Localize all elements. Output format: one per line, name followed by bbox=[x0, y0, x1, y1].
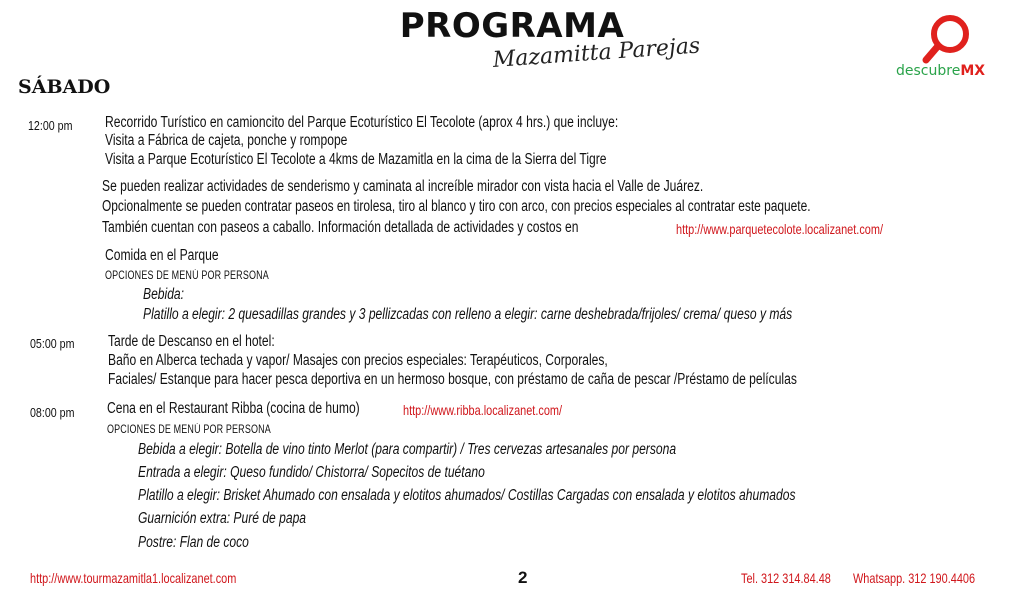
activity-line: Opcionalmente se pueden contratar paseos en tirolesa, tiro al blanco y tiro con arco, con precios especiales al contratar este paquete. bbox=[102, 198, 811, 215]
activity-line: Comida en el Parque bbox=[105, 247, 219, 264]
page-number: 2 bbox=[518, 568, 528, 587]
activity-line: Cena en el Restaurant Ribba (cocina de humo) bbox=[107, 400, 360, 417]
time-label: 05:00 pm bbox=[30, 336, 75, 351]
logo-text-descubre: descubre bbox=[896, 63, 961, 79]
ribba-link[interactable]: http://www.ribba.localizanet.com/ bbox=[403, 402, 563, 418]
menu-options-label: OPCIONES DE MENÚ POR PERSONA bbox=[107, 424, 271, 436]
activity-line: Se pueden realizar actividades de senderismo y caminata al increíble mirador con vista hacia el Valle de Juárez. bbox=[102, 178, 704, 195]
activity-line: Faciales/ Estanque para hacer pesca deportiva en un hermoso bosque, con préstamo de caña de pescar /Préstamo de películas bbox=[108, 371, 797, 388]
menu-item: Bebida a elegir: Botella de vino tinto Merlot (para compartir) / Tres cervezas artesanales por persona bbox=[138, 441, 677, 458]
menu-item: Postre: Flan de coco bbox=[138, 534, 249, 551]
parque-tecolote-link[interactable]: http://www.parquetecolote.localizanet.com/ bbox=[676, 221, 883, 237]
footer-whatsapp: Whatsapp. 312 190.4406 bbox=[853, 570, 976, 586]
activity-line: Baño en Alberca techada y vapor/ Masajes con precios especiales: Terapéuticos, Corporales, bbox=[108, 352, 608, 369]
page-subtitle: Mazamitta Parejas bbox=[492, 33, 701, 73]
time-label: 08:00 pm bbox=[30, 405, 75, 420]
time-label: 12:00 pm bbox=[28, 118, 73, 133]
logo-text-mx: MX bbox=[960, 63, 986, 79]
menu-item: Guarnición extra: Puré de papa bbox=[138, 510, 307, 527]
menu-options-label: OPCIONES DE MENÚ POR PERSONA bbox=[105, 270, 269, 282]
activity-line: Tarde de Descanso en el hotel: bbox=[108, 333, 275, 350]
menu-item: Platillo a elegir: Brisket Ahumado con ensalada y elotitos ahumados/ Costillas Cargadas con ensalada y elotitos ahumados bbox=[138, 487, 796, 504]
menu-item: Entrada a elegir: Queso fundido/ Chistorra/ Sopecitos de tuétano bbox=[138, 464, 485, 481]
activity-line: También cuentan con paseos a caballo. Información detallada de actividades y costos en bbox=[102, 219, 579, 236]
menu-item: Platillo a elegir: 2 quesadillas grandes y 3 pellizcadas con relleno a elegir: carne deshebrada/frijoles/ crema/ queso y más bbox=[143, 306, 793, 323]
page-title: PROGRAMA bbox=[399, 6, 625, 46]
activity-line: Visita a Fábrica de cajeta, ponche y rompope bbox=[105, 132, 348, 149]
day-heading: SÁBADO bbox=[18, 76, 111, 98]
menu-item: Bebida: bbox=[143, 286, 185, 303]
magnifier-icon bbox=[894, 10, 1004, 70]
logo-wordmark bbox=[896, 63, 985, 79]
activity-line: Recorrido Turístico en camioncito del Parque Ecoturístico El Tecolote (aprox 4 hrs.) que incluye: bbox=[105, 114, 619, 131]
activity-line: Visita a Parque Ecoturístico El Tecolote a 4kms de Mazamitla en la cima de la Sierra del Tigre bbox=[105, 151, 607, 168]
footer-website-link[interactable]: http://www.tourmazamitla1.localizanet.com bbox=[30, 570, 237, 586]
footer-phone: Tel. 312 314.84.48 bbox=[741, 570, 831, 586]
